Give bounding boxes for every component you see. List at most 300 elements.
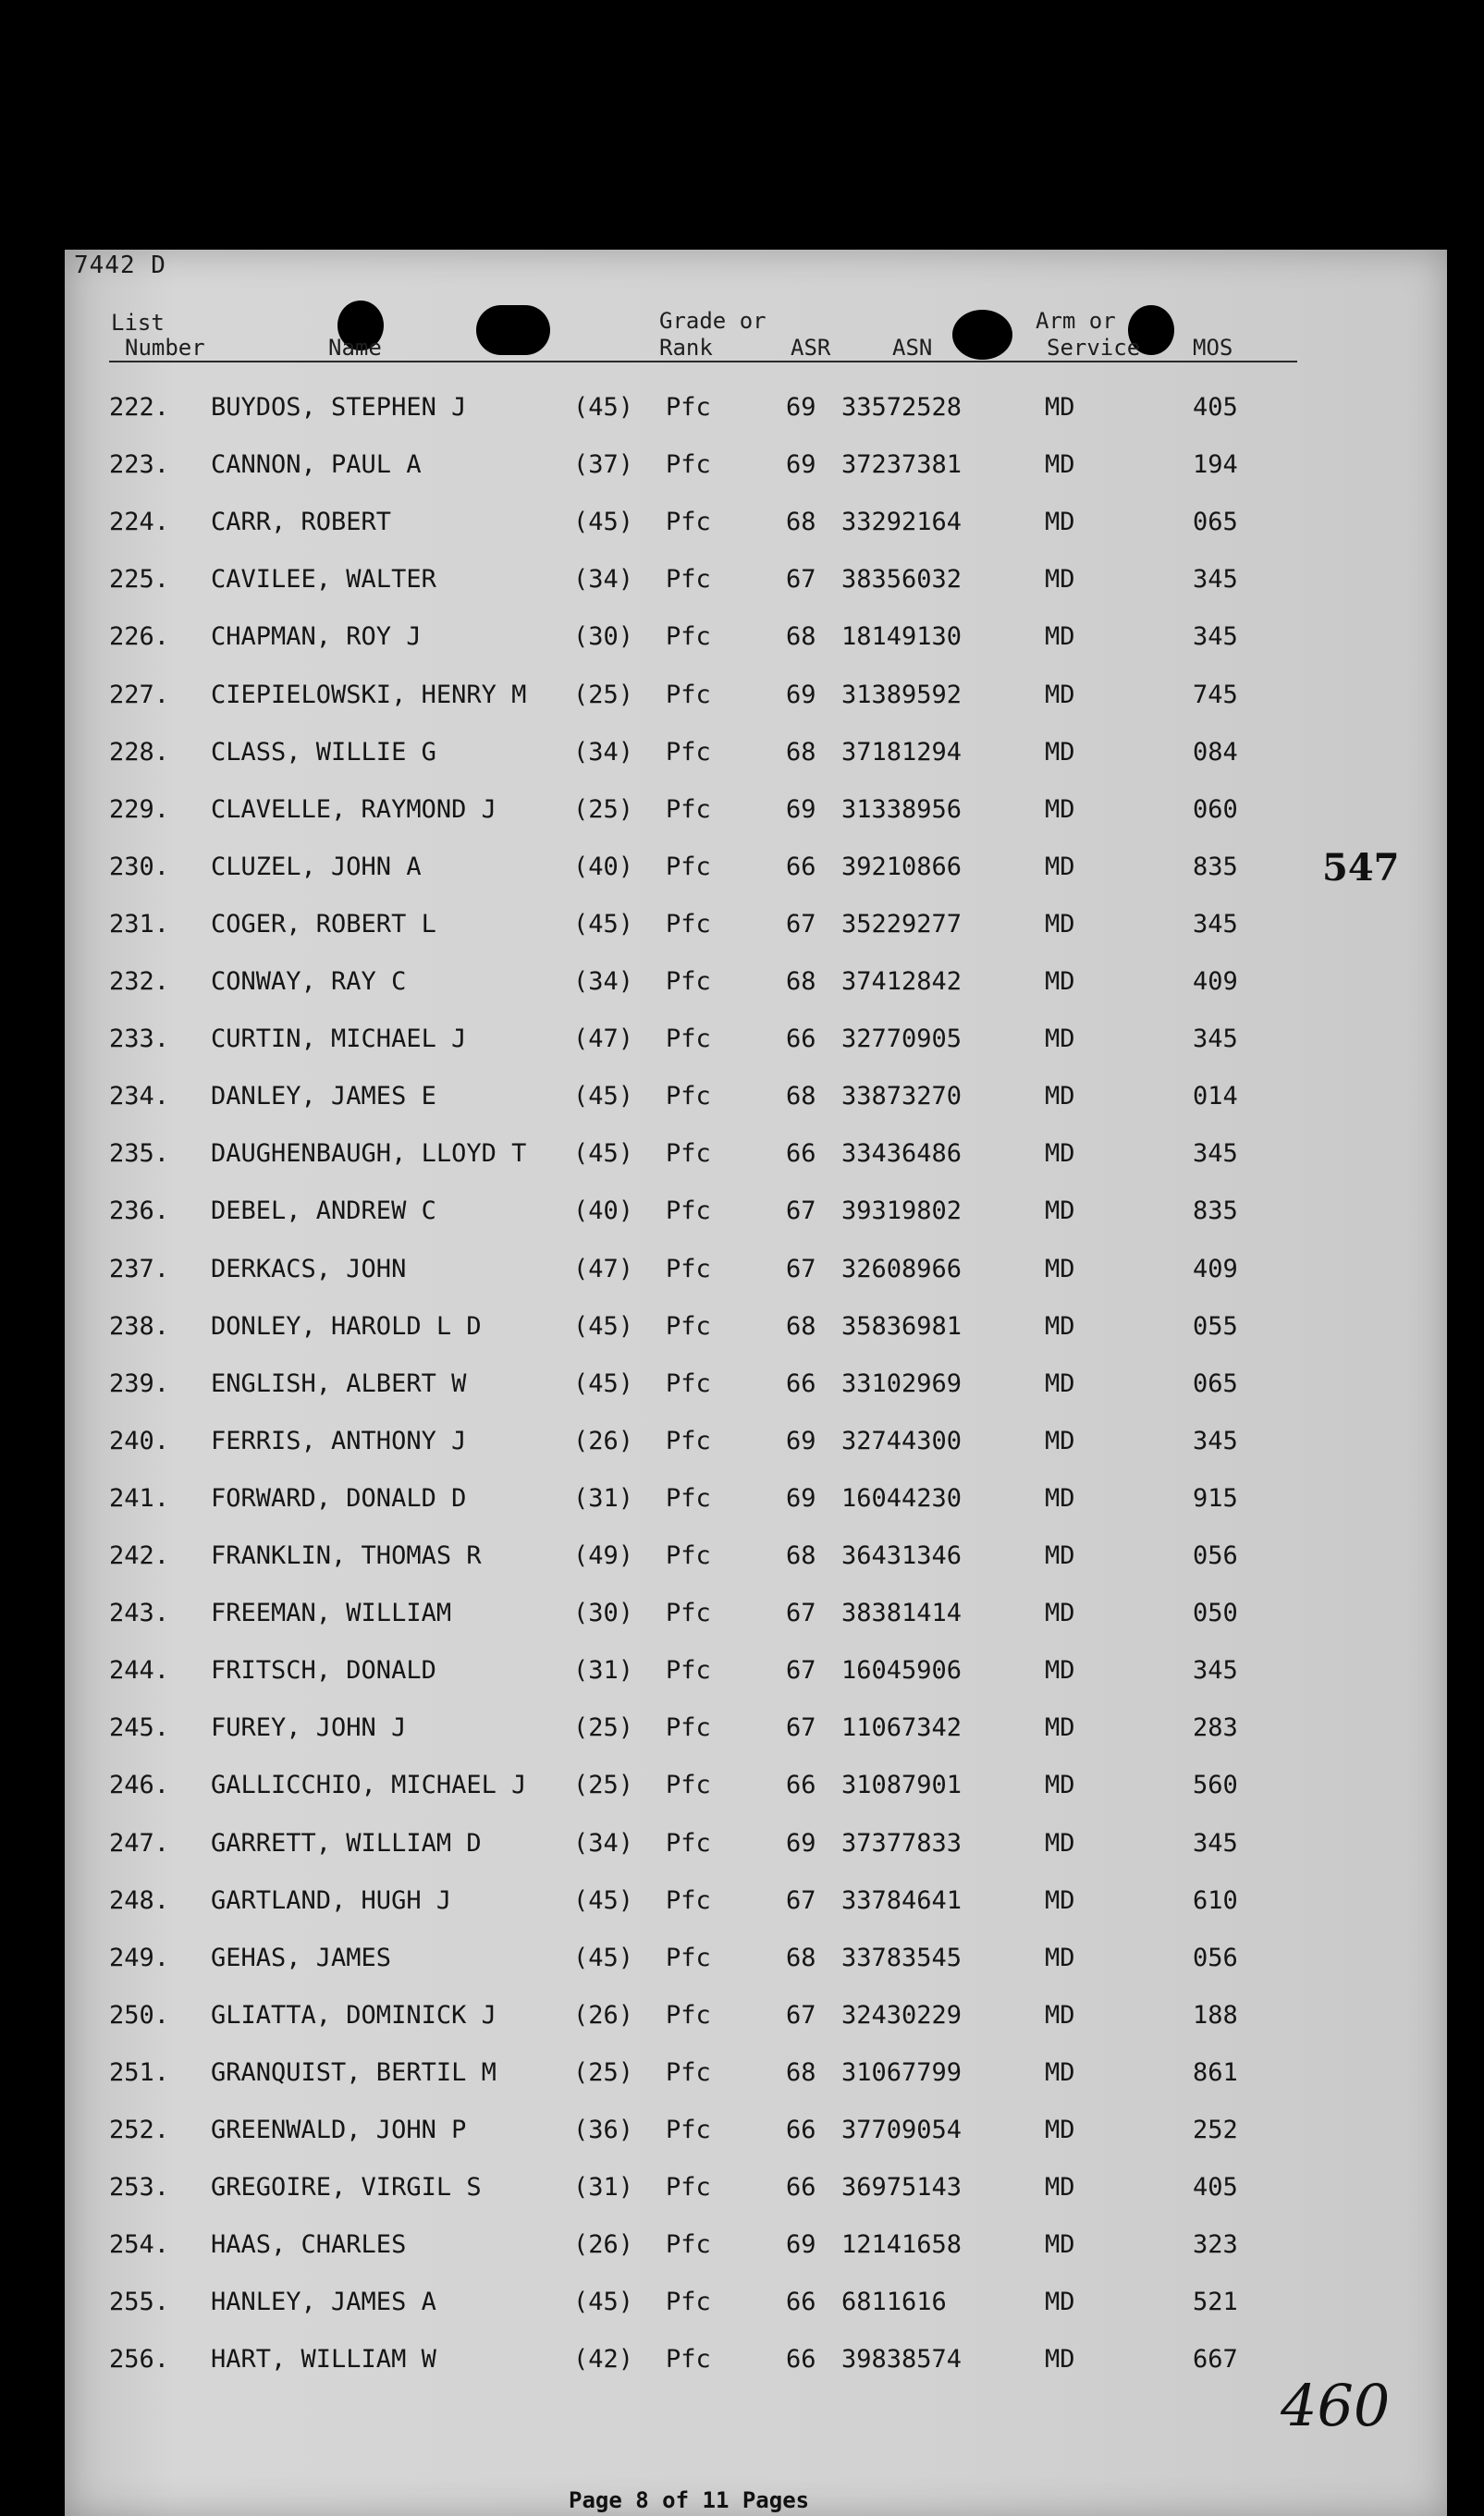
table-row: [0, 910, 1484, 956]
list-number: 254.: [109, 2230, 170, 2260]
table-row: [0, 1025, 1484, 1071]
grade-rank: Pfc: [666, 1541, 711, 1570]
list-number: 235.: [109, 1139, 170, 1169]
mos-code: 560: [1193, 1771, 1238, 1800]
asn: 31087901: [841, 1771, 963, 1800]
asr-paren: (42): [573, 2345, 634, 2375]
asr-paren: (40): [573, 1197, 634, 1226]
arm-service: MD: [1045, 1656, 1075, 1686]
list-number: 236.: [109, 1197, 170, 1226]
soldier-name: CONWAY, RAY C: [211, 967, 407, 996]
asr-score: 66: [786, 2345, 816, 2375]
asr-paren: (47): [573, 1254, 634, 1283]
list-number: 223.: [109, 450, 170, 480]
asr-score: 69: [786, 393, 816, 422]
grade-rank: Pfc: [666, 1828, 711, 1858]
asr-score: 67: [786, 1713, 816, 1743]
asr-paren: (45): [573, 1139, 634, 1169]
list-number: 227.: [109, 680, 170, 709]
arm-service: MD: [1045, 1139, 1075, 1169]
grade-rank: Pfc: [666, 450, 711, 480]
list-number: 244.: [109, 1656, 170, 1686]
soldier-name: HART, WILLIAM W: [211, 2345, 436, 2375]
asn: 16045906: [841, 1656, 963, 1686]
soldier-name: CLASS, WILLIE G: [211, 737, 436, 767]
asr-paren: (45): [573, 1943, 634, 1972]
asr-paren: (30): [573, 622, 634, 652]
list-number: 241.: [109, 1483, 170, 1513]
mos-code: 745: [1193, 680, 1238, 709]
arm-service: MD: [1045, 1254, 1075, 1283]
arm-service: MD: [1045, 794, 1075, 824]
asr-paren: (45): [573, 2288, 634, 2317]
grade-rank: Pfc: [666, 393, 711, 422]
table-row: [0, 1944, 1484, 1990]
arm-service: MD: [1045, 1311, 1075, 1341]
asr-paren: (26): [573, 2000, 634, 2030]
arm-service: MD: [1045, 2345, 1075, 2375]
mos-code: 345: [1193, 1828, 1238, 1858]
soldier-name: CLAVELLE, RAYMOND J: [211, 794, 497, 824]
grade-rank: Pfc: [666, 565, 711, 595]
table-row: [0, 2230, 1484, 2277]
soldier-name: ENGLISH, ALBERT W: [211, 1368, 467, 1398]
soldier-name: DAUGHENBAUGH, LLOYD T: [211, 1139, 527, 1169]
arm-service: MD: [1045, 508, 1075, 537]
list-number: 222.: [109, 393, 170, 422]
asn: 37237381: [841, 450, 963, 480]
list-number: 231.: [109, 909, 170, 939]
asn: 33572528: [841, 393, 963, 422]
asr-paren: (45): [573, 1885, 634, 1915]
table-row: [0, 2058, 1484, 2105]
asr-paren: (25): [573, 2057, 634, 2087]
asn: 33873270: [841, 1082, 963, 1111]
grade-rank: Pfc: [666, 737, 711, 767]
asn: 11067342: [841, 1713, 963, 1743]
table-row: [0, 738, 1484, 784]
soldier-name: HAAS, CHARLES: [211, 2230, 407, 2260]
asn: 33102969: [841, 1368, 963, 1398]
asn: 37412842: [841, 967, 963, 996]
soldier-name: DONLEY, HAROLD L D: [211, 1311, 482, 1341]
soldier-name: GRANQUIST, BERTIL M: [211, 2057, 497, 2087]
grade-rank: Pfc: [666, 2116, 711, 2144]
corner-code: 7442 D: [74, 252, 166, 279]
table-row: [0, 1312, 1484, 1358]
list-number: 252.: [109, 2116, 170, 2144]
asr-paren: (45): [573, 1311, 634, 1341]
arm-service: MD: [1045, 967, 1075, 996]
soldier-name: CIEPIELOWSKI, HENRY M: [211, 680, 527, 709]
asn: 39319802: [841, 1197, 963, 1226]
table-row: [0, 1139, 1484, 1185]
soldier-name: BUYDOS, STEPHEN J: [211, 393, 467, 422]
asr-paren: (34): [573, 737, 634, 767]
list-number: 237.: [109, 1254, 170, 1283]
asr-paren: (34): [573, 967, 634, 996]
soldier-name: CHAPMAN, ROY J: [211, 622, 422, 652]
mos-code: 188: [1193, 2000, 1238, 2030]
page-stamp-number: 547: [1322, 846, 1400, 890]
mos-code: 409: [1193, 1254, 1238, 1283]
grade-rank: Pfc: [666, 508, 711, 537]
asr-paren: (34): [573, 565, 634, 595]
list-number: 248.: [109, 1885, 170, 1915]
soldier-name: CURTIN, MICHAEL J: [211, 1025, 467, 1054]
arm-service: MD: [1045, 1771, 1075, 1800]
table-row: [0, 1599, 1484, 1645]
grade-rank: Pfc: [666, 1368, 711, 1398]
arm-service: MD: [1045, 565, 1075, 595]
asr-score: 66: [786, 852, 816, 881]
grade-rank: Pfc: [666, 1197, 711, 1226]
mos-code: 345: [1193, 1025, 1238, 1054]
asr-paren: (26): [573, 1426, 634, 1455]
asr-paren: (37): [573, 450, 634, 480]
grade-rank: Pfc: [666, 1254, 711, 1283]
grade-rank: Pfc: [666, 1426, 711, 1455]
table-row: [0, 2173, 1484, 2219]
mos-code: 667: [1193, 2345, 1238, 2375]
asr-score: 68: [786, 1082, 816, 1111]
list-number: 243.: [109, 1599, 170, 1628]
soldier-name: GALLICCHIO, MICHAEL J: [211, 1771, 527, 1800]
asr-paren: (45): [573, 393, 634, 422]
soldier-name: GLIATTA, DOMINICK J: [211, 2000, 497, 2030]
asr-score: 67: [786, 909, 816, 939]
mos-code: 194: [1193, 450, 1238, 480]
asn: 6811616: [841, 2288, 947, 2317]
header-underline: [109, 361, 1297, 362]
asn: 31338956: [841, 794, 963, 824]
mos-code: 252: [1193, 2116, 1238, 2144]
punch-hole-left-double: [476, 305, 550, 355]
grade-rank: Pfc: [666, 1885, 711, 1915]
asr-score: 69: [786, 450, 816, 480]
asr-paren: (40): [573, 852, 634, 881]
soldier-name: GARTLAND, HUGH J: [211, 1885, 452, 1915]
grade-rank: Pfc: [666, 622, 711, 652]
table-row: [0, 1082, 1484, 1128]
asn: 31389592: [841, 680, 963, 709]
list-number: 256.: [109, 2345, 170, 2375]
table-row: [0, 508, 1484, 554]
mos-code: 345: [1193, 909, 1238, 939]
grade-rank: Pfc: [666, 2000, 711, 2030]
mos-code: 345: [1193, 1426, 1238, 1455]
arm-service: MD: [1045, 1713, 1075, 1743]
mos-code: 345: [1193, 622, 1238, 652]
asr-paren: (30): [573, 1599, 634, 1628]
asr-score: 69: [786, 1828, 816, 1858]
asn: 36431346: [841, 1541, 963, 1570]
list-number: 225.: [109, 565, 170, 595]
mos-code: 084: [1193, 737, 1238, 767]
table-row: [0, 795, 1484, 841]
mos-code: 345: [1193, 1656, 1238, 1686]
asr-score: 66: [786, 1368, 816, 1398]
soldier-name: GREGOIRE, VIRGIL S: [211, 2173, 482, 2203]
asn: 33292164: [841, 508, 963, 537]
mos-code: 065: [1193, 508, 1238, 537]
header-mos: MOS: [1193, 335, 1233, 361]
page-footer: Page 8 of 11 Pages: [569, 2487, 810, 2513]
list-number: 229.: [109, 794, 170, 824]
arm-service: MD: [1045, 622, 1075, 652]
list-number: 233.: [109, 1025, 170, 1054]
asr-score: 67: [786, 1656, 816, 1686]
asn: 16044230: [841, 1483, 963, 1513]
mos-code: 405: [1193, 2173, 1238, 2203]
grade-rank: Pfc: [666, 1025, 711, 1054]
asr-score: 66: [786, 2116, 816, 2144]
arm-service: MD: [1045, 2000, 1075, 2030]
soldier-name: DERKACS, JOHN: [211, 1254, 407, 1283]
soldier-name: FREEMAN, WILLIAM: [211, 1599, 452, 1628]
table-row: [0, 622, 1484, 669]
asr-paren: (31): [573, 1483, 634, 1513]
asn: 38356032: [841, 565, 963, 595]
asn: 37709054: [841, 2116, 963, 2144]
mos-code: 050: [1193, 1599, 1238, 1628]
asr-score: 66: [786, 1771, 816, 1800]
asn: 36975143: [841, 2173, 963, 2203]
grade-rank: Pfc: [666, 2230, 711, 2260]
header-name: Name: [328, 335, 382, 361]
arm-service: MD: [1045, 1483, 1075, 1513]
list-number: 228.: [109, 737, 170, 767]
mos-code: 835: [1193, 1197, 1238, 1226]
asn: 32608966: [841, 1254, 963, 1283]
mos-code: 014: [1193, 1082, 1238, 1111]
asn: 35836981: [841, 1311, 963, 1341]
mos-code: 861: [1193, 2057, 1238, 2087]
asn: 32744300: [841, 1426, 963, 1455]
asr-paren: (31): [573, 1656, 634, 1686]
table-row: [0, 2345, 1484, 2391]
grade-rank: Pfc: [666, 967, 711, 996]
header-arm-or: Arm or: [1036, 308, 1116, 334]
asr-paren: (25): [573, 1713, 634, 1743]
asr-score: 69: [786, 2230, 816, 2260]
soldier-name: DEBEL, ANDREW C: [211, 1197, 436, 1226]
table-row: [0, 2288, 1484, 2334]
soldier-name: GARRETT, WILLIAM D: [211, 1828, 482, 1858]
table-row: [0, 1197, 1484, 1243]
grade-rank: Pfc: [666, 794, 711, 824]
arm-service: MD: [1045, 2057, 1075, 2087]
soldier-name: CLUZEL, JOHN A: [211, 852, 422, 881]
asr-paren: (31): [573, 2173, 634, 2203]
asr-paren: (47): [573, 1025, 634, 1054]
grade-rank: Pfc: [666, 1943, 711, 1972]
table-row: [0, 853, 1484, 899]
arm-service: MD: [1045, 2288, 1075, 2317]
header-grade-or: Grade or: [659, 308, 767, 334]
asn: 18149130: [841, 622, 963, 652]
soldier-name: GEHAS, JAMES: [211, 1943, 392, 1972]
asr-paren: (25): [573, 794, 634, 824]
asr-paren: (45): [573, 508, 634, 537]
table-row: [0, 681, 1484, 727]
header-number: Number: [125, 335, 205, 361]
soldier-name: FERRIS, ANTHONY J: [211, 1426, 467, 1455]
list-number: 255.: [109, 2288, 170, 2317]
arm-service: MD: [1045, 2116, 1075, 2144]
grade-rank: Pfc: [666, 1483, 711, 1513]
mos-code: 409: [1193, 967, 1238, 996]
grade-rank: Pfc: [666, 1656, 711, 1686]
arm-service: MD: [1045, 1426, 1075, 1455]
soldier-name: FORWARD, DONALD D: [211, 1483, 467, 1513]
asn: 37181294: [841, 737, 963, 767]
asr-score: 67: [786, 565, 816, 595]
list-number: 226.: [109, 622, 170, 652]
soldier-name: FRITSCH, DONALD: [211, 1656, 436, 1686]
asn: 31067799: [841, 2057, 963, 2087]
header-list: List: [111, 310, 165, 336]
asr-score: 69: [786, 1426, 816, 1455]
grade-rank: Pfc: [666, 909, 711, 939]
arm-service: MD: [1045, 1368, 1075, 1398]
header-asn: ASN: [892, 335, 933, 361]
mos-code: 610: [1193, 1885, 1238, 1915]
mos-code: 835: [1193, 852, 1238, 881]
table-row: [0, 1541, 1484, 1588]
grade-rank: Pfc: [666, 2345, 711, 2375]
table-row: [0, 1369, 1484, 1416]
list-number: 230.: [109, 852, 170, 881]
grade-rank: Pfc: [666, 1082, 711, 1111]
arm-service: MD: [1045, 909, 1075, 939]
asr-score: 69: [786, 1483, 816, 1513]
asn: 33784641: [841, 1885, 963, 1915]
soldier-name: GREENWALD, JOHN P: [211, 2116, 467, 2144]
soldier-name: FRANKLIN, THOMAS R: [211, 1541, 482, 1570]
table-row: [0, 1656, 1484, 1702]
asr-score: 67: [786, 1599, 816, 1628]
asn: 35229277: [841, 909, 963, 939]
soldier-name: FUREY, JOHN J: [211, 1713, 407, 1743]
grade-rank: Pfc: [666, 1713, 711, 1743]
asr-score: 67: [786, 1885, 816, 1915]
list-number: 253.: [109, 2173, 170, 2203]
asr-paren: (49): [573, 1541, 634, 1570]
table-row: [0, 1829, 1484, 1875]
arm-service: MD: [1045, 737, 1075, 767]
arm-service: MD: [1045, 1082, 1075, 1111]
soldier-name: COGER, ROBERT L: [211, 909, 436, 939]
table-row: [0, 450, 1484, 497]
list-number: 251.: [109, 2057, 170, 2087]
table-row: [0, 1427, 1484, 1473]
asn: 32430229: [841, 2000, 963, 2030]
arm-service: MD: [1045, 1599, 1075, 1628]
handwritten-number: 460: [1281, 2372, 1391, 2439]
grade-rank: Pfc: [666, 680, 711, 709]
asn: 33783545: [841, 1943, 963, 1972]
table-row: [0, 393, 1484, 439]
asr-score: 66: [786, 2173, 816, 2203]
table-row: [0, 1484, 1484, 1530]
mos-code: 065: [1193, 1368, 1238, 1398]
asr-score: 68: [786, 1943, 816, 1972]
arm-service: MD: [1045, 1025, 1075, 1054]
grade-rank: Pfc: [666, 1599, 711, 1628]
header-rank: Rank: [659, 335, 713, 361]
table-row: [0, 565, 1484, 611]
list-number: 250.: [109, 2000, 170, 2030]
arm-service: MD: [1045, 2230, 1075, 2260]
list-number: 238.: [109, 1311, 170, 1341]
table-row: [0, 2001, 1484, 2047]
table-row: [0, 1771, 1484, 1817]
grade-rank: Pfc: [666, 1139, 711, 1169]
asr-score: 66: [786, 2288, 816, 2317]
asr-score: 68: [786, 622, 816, 652]
list-number: 246.: [109, 1771, 170, 1800]
mos-code: 345: [1193, 1139, 1238, 1169]
punch-hole-right: [952, 310, 1012, 360]
asr-score: 66: [786, 1025, 816, 1054]
asr-score: 69: [786, 794, 816, 824]
asr-score: 68: [786, 2057, 816, 2087]
asr-paren: (26): [573, 2230, 634, 2260]
asn: 38381414: [841, 1599, 963, 1628]
mos-code: 323: [1193, 2230, 1238, 2260]
list-number: 240.: [109, 1426, 170, 1455]
grade-rank: Pfc: [666, 2173, 711, 2203]
asn: 39838574: [841, 2345, 963, 2375]
mos-code: 405: [1193, 393, 1238, 422]
soldier-name: DANLEY, JAMES E: [211, 1082, 436, 1111]
asr-score: 68: [786, 508, 816, 537]
asr-paren: (45): [573, 909, 634, 939]
arm-service: MD: [1045, 2173, 1075, 2203]
soldier-name: CANNON, PAUL A: [211, 450, 422, 480]
asr-paren: (45): [573, 1082, 634, 1111]
arm-service: MD: [1045, 680, 1075, 709]
list-number: 242.: [109, 1541, 170, 1570]
asr-paren: (45): [573, 1368, 634, 1398]
mos-code: 283: [1193, 1713, 1238, 1743]
arm-service: MD: [1045, 1197, 1075, 1226]
soldier-name: CAVILEE, WALTER: [211, 565, 436, 595]
grade-rank: Pfc: [666, 1771, 711, 1800]
asr-paren: (25): [573, 680, 634, 709]
arm-service: MD: [1045, 1885, 1075, 1915]
asr-score: 68: [786, 1541, 816, 1570]
grade-rank: Pfc: [666, 852, 711, 881]
asn: 12141658: [841, 2230, 963, 2260]
list-number: 232.: [109, 967, 170, 996]
soldier-name: HANLEY, JAMES A: [211, 2288, 436, 2317]
grade-rank: Pfc: [666, 2057, 711, 2087]
grade-rank: Pfc: [666, 2288, 711, 2317]
mos-code: 345: [1193, 565, 1238, 595]
asr-score: 67: [786, 1254, 816, 1283]
asr-score: 68: [786, 1311, 816, 1341]
asr-score: 68: [786, 737, 816, 767]
list-number: 249.: [109, 1943, 170, 1972]
asr-paren: (34): [573, 1828, 634, 1858]
asn: 32770905: [841, 1025, 963, 1054]
table-row: [0, 1255, 1484, 1301]
table-row: [0, 967, 1484, 1013]
mos-code: 056: [1193, 1541, 1238, 1570]
asr-score: 68: [786, 967, 816, 996]
